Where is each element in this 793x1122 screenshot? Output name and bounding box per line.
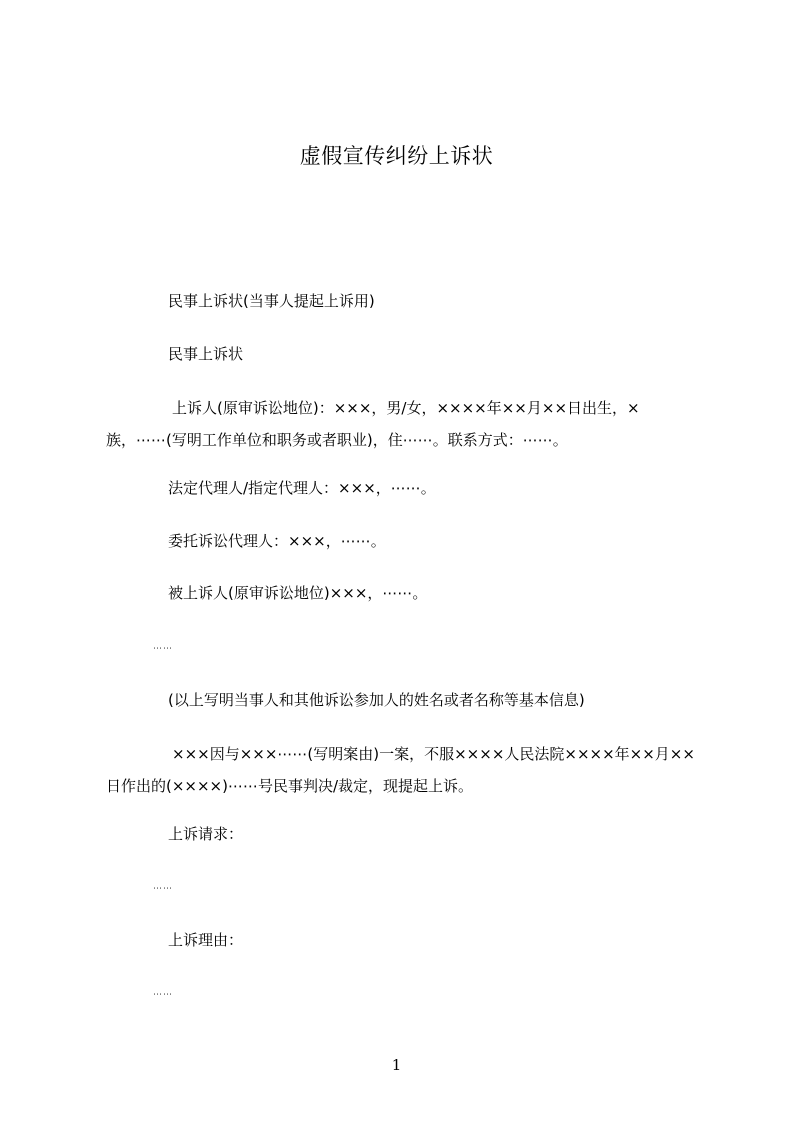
appellant-paragraph: 上诉人(原审诉讼地位)：×××，男/女，××××年××月××日出生，×族，⋯⋯(写明工作单位和职务或者职业)，住⋯⋯。联系方式：⋯⋯。 [106, 399, 640, 449]
page-number: 1 [391, 1056, 402, 1074]
ellipsis-2: ⋯⋯ [153, 884, 173, 894]
heading-line: 民事上诉状(当事人提起上诉用) [168, 292, 375, 310]
subheading: 民事上诉状 [168, 345, 244, 363]
note-line: (以上写明当事人和其他诉讼参加人的姓名或者名称等基本信息) [168, 691, 585, 709]
entrusted-agent-line: 委托诉讼代理人：×××，⋯⋯。 [168, 532, 386, 550]
document-title: 虚假宣传纠纷上诉状 [299, 144, 494, 168]
appeal-reason-label: 上诉理由： [168, 931, 244, 949]
ellipsis-3: ⋯⋯ [153, 990, 173, 1000]
case-statement-paragraph: ×××因与×××⋯⋯(写明案由)一案，不服××××人民法院××××年××月××日作出的(××××)⋯⋯号民事判决/裁定，现提起上诉。 [106, 745, 695, 795]
ellipsis-1: ⋯⋯ [153, 644, 173, 654]
appeal-request-label: 上诉请求： [168, 825, 244, 843]
appellee-line: 被上诉人(原审诉讼地位)×××，⋯⋯。 [168, 584, 428, 602]
legal-representative-line: 法定代理人/指定代理人：×××，⋯⋯。 [168, 479, 436, 497]
